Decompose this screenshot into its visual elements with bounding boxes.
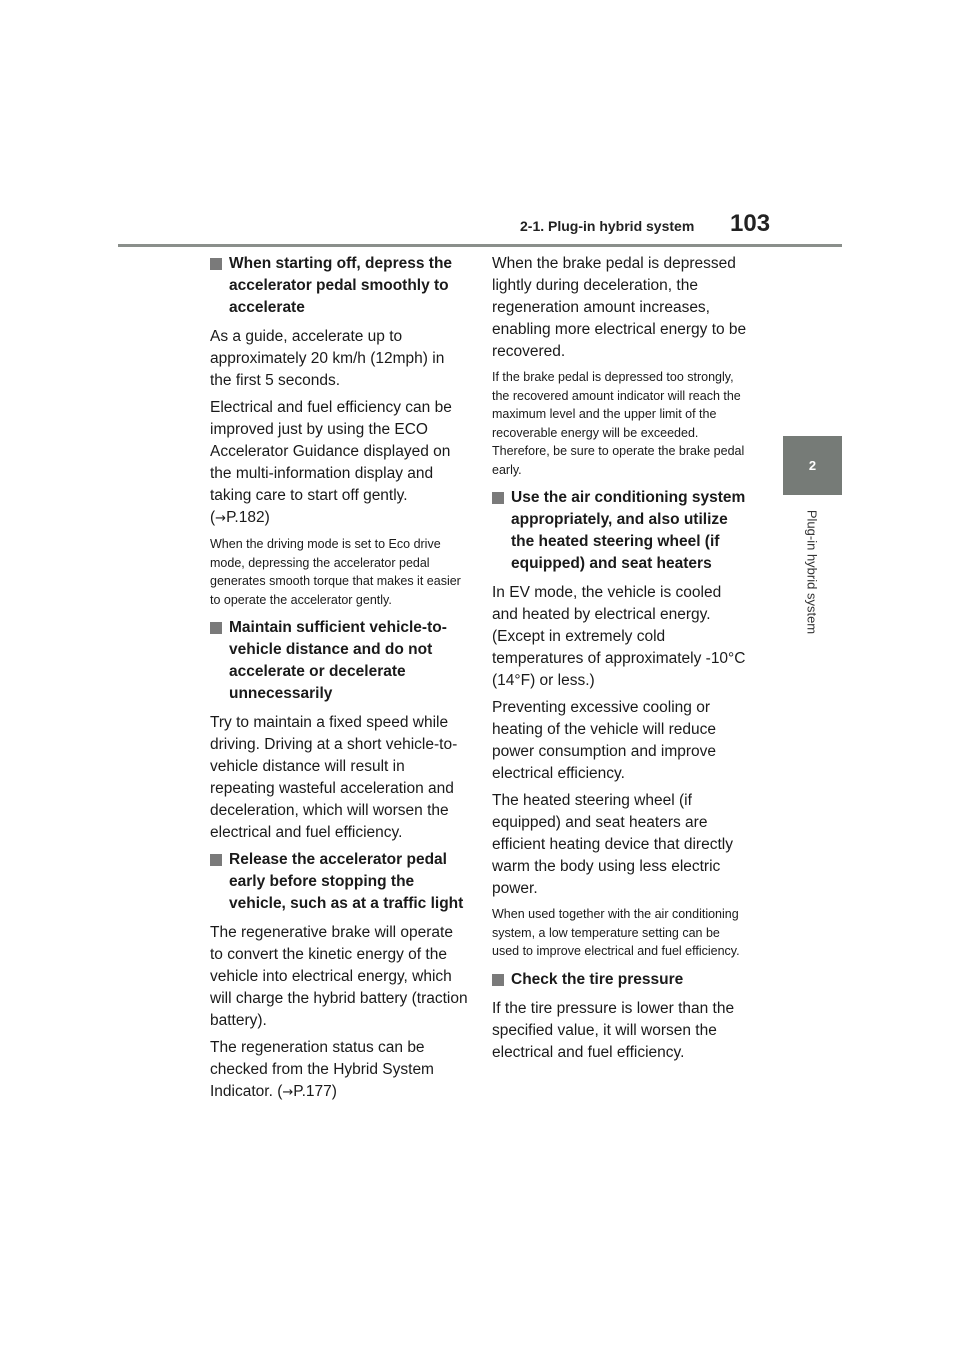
heading-text: Check the tire pressure	[511, 970, 684, 988]
body-paragraph	[210, 397, 468, 530]
body-paragraph: Preventing excessive cooling or heating of the vehicle will reduce power consumption and improve electrical efficiency.	[492, 699, 717, 782]
right-arrow-icon: →	[282, 1085, 294, 1100]
body-paragraph: The regenerative brake will operate to convert the kinetic energy of the vehicle into electrical energy, which will charge the hybrid battery (traction battery).	[210, 924, 468, 1029]
right-arrow-icon: →	[215, 511, 227, 526]
square-bullet-icon	[210, 854, 222, 866]
section-heading	[492, 487, 750, 575]
body-paragraph: As a guide, accelerate up to approximately 20 km/h (12mph) in the first 5 seconds.	[210, 328, 445, 389]
reference-text: P.177)	[293, 1083, 337, 1100]
section-heading	[492, 969, 750, 991]
section-heading	[210, 253, 468, 319]
left-column	[210, 253, 468, 1109]
paragraph-text: Electrical and fuel efficiency can be improved just by using the ECO Accelerator Guidance displayed on the multi-information display and taking care to start off gently.	[210, 399, 452, 504]
heading-text: Maintain sufficient vehicle-to-vehicle distance and do not accelerate or decelerate unnecessarily	[229, 619, 447, 702]
page-number: 103	[730, 210, 771, 237]
body-paragraph: If the tire pressure is lower than the specified value, it will worsen the electrical and fuel efficiency.	[492, 999, 735, 1061]
paragraph-text: The regeneration status can be checked from the Hybrid System Indicator. (	[210, 1039, 434, 1100]
note-paragraph: When used together with the air conditioning system, a low temperature setting can be used to improve electrical and fuel efficiency.	[492, 907, 740, 958]
square-bullet-icon	[492, 492, 504, 504]
body-paragraph: The heated steering wheel (if equipped) and seat heaters are efficient heating device that directly warm the body using less electric power.	[492, 792, 733, 897]
body-paragraph: In EV mode, the vehicle is cooled and heated by electrical energy. (Except in extremely cold temperatures of approximately -10°C (14°F) or less.)	[492, 584, 746, 689]
body-paragraph: When the brake pedal is depressed lightly during deceleration, the regeneration amount increases, enabling more electrical energy to be recovered.	[492, 255, 747, 360]
section-heading	[210, 617, 468, 705]
header-section-title: 2-1. Plug-in hybrid system	[520, 218, 695, 234]
note-paragraph: If the brake pedal is depressed too strongly, the recovered amount indicator will reach the maximum level and the upper limit of the recoverable energy will be exceeded. Therefore, be sure to operate the brake pedal early.	[492, 370, 745, 477]
square-bullet-icon	[492, 974, 504, 986]
page-reference[interactable]	[282, 1083, 337, 1100]
chapter-tab-number: 2	[783, 436, 842, 495]
heading-text: When starting off, depress the accelerator pedal smoothly to accelerate	[229, 255, 453, 316]
header-divider	[118, 244, 842, 247]
right-column	[492, 253, 750, 1069]
body-paragraph	[210, 1037, 468, 1104]
heading-text: Use the air conditioning system appropriately, and also utilize the heated steering wheel (if equipped) and seat heaters	[511, 489, 746, 572]
reference-text: P.182)	[226, 509, 270, 526]
chapter-tab-label: Plug-in hybrid system	[804, 509, 820, 635]
note-paragraph: When the driving mode is set to Eco drive mode, depressing the accelerator pedal generates smooth torque that makes it easier to operate the accelerator gently.	[210, 537, 461, 607]
heading-text: Release the accelerator pedal early before stopping the vehicle, such as at a traffic light	[229, 851, 464, 912]
reference-bracket: (	[210, 509, 216, 526]
body-paragraph: Try to maintain a fixed speed while driving. Driving at a short vehicle-to-vehicle distance will result in repeating wasteful acceleration and deceleration, which will worsen the electrical and fuel efficiency.	[210, 714, 458, 841]
square-bullet-icon	[210, 622, 222, 634]
page-reference[interactable]	[210, 509, 270, 526]
square-bullet-icon	[210, 258, 222, 270]
section-heading	[210, 849, 468, 915]
